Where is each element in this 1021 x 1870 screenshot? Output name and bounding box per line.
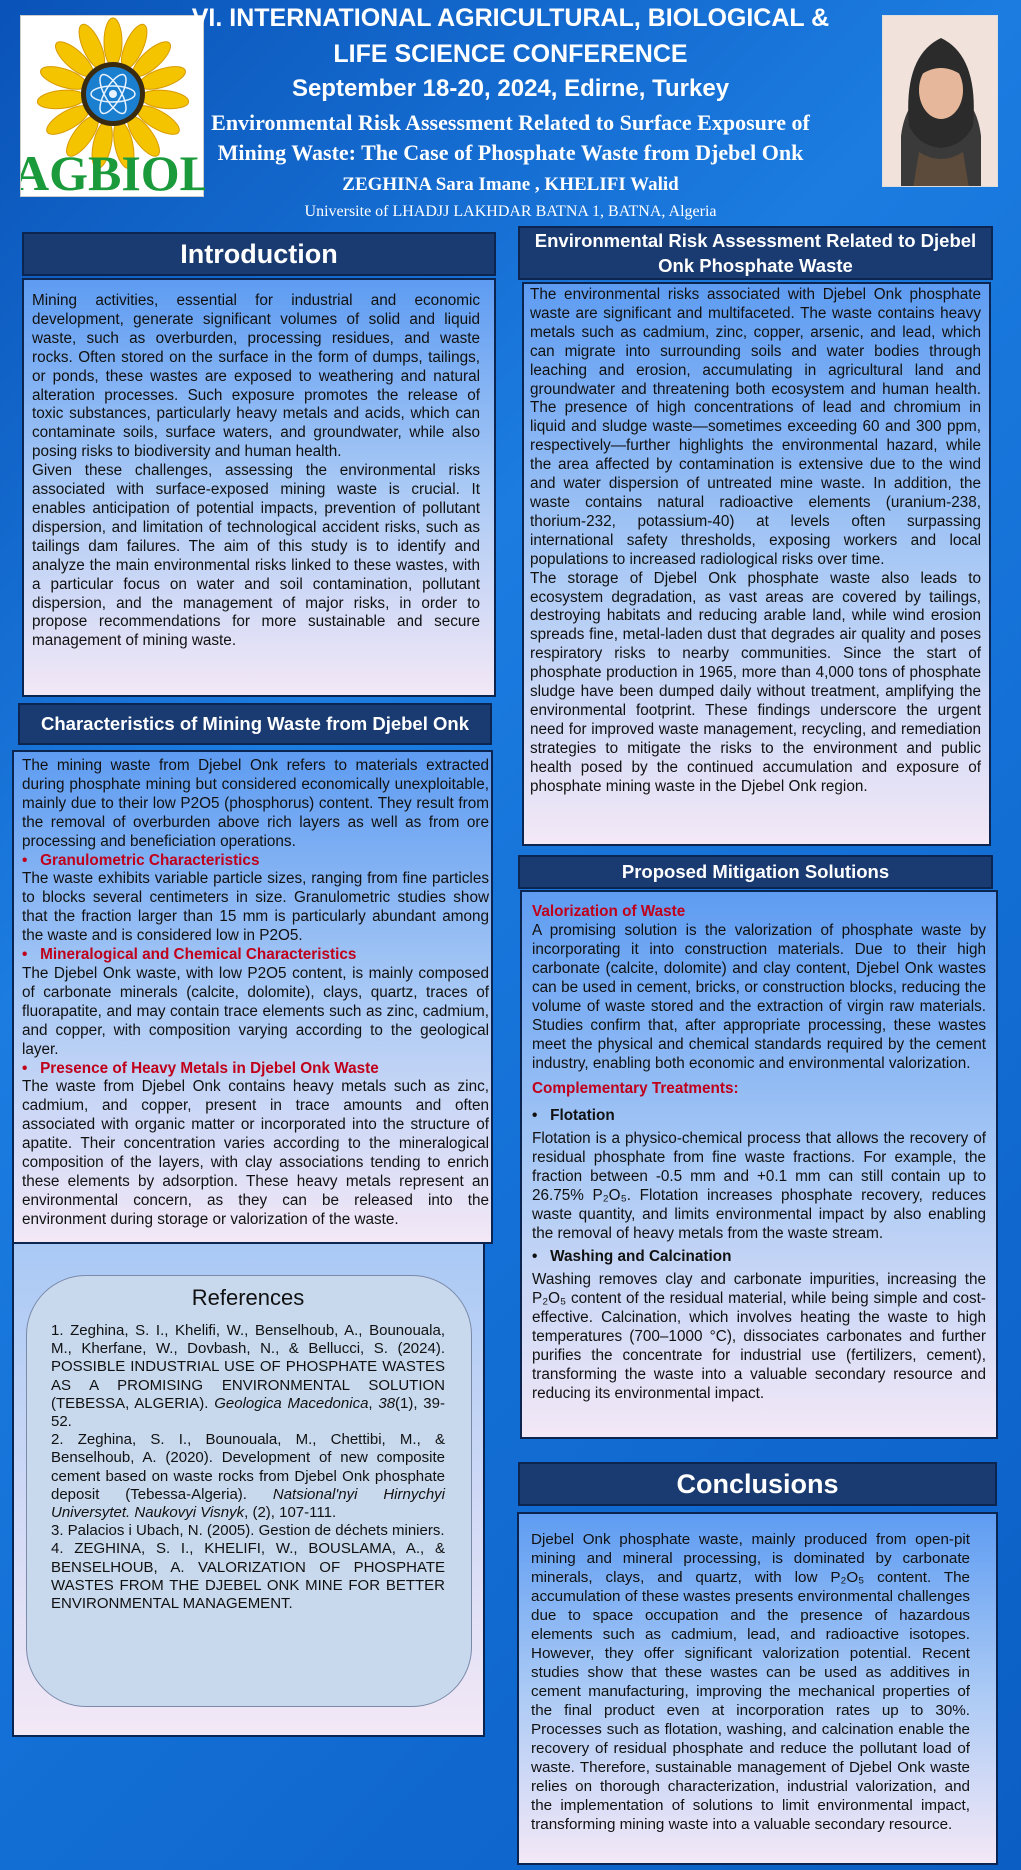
- washing-text: Washing removes clay and carbonate impurities, increasing the P₂O₅ content of the residual material, while being simple and cost-effective. Calcination, which involves heating the waste to high temperatures (700–1000 °C), dissociates carbonates and further purifies the concentrate for industrial use (fertilizers, cement), transforming the waste into a valuable secondary resource and reducing its environmental impact.: [532, 1271, 986, 1402]
- risk-panel: [522, 282, 991, 846]
- references-title: References: [191, 1285, 305, 1310]
- conference-title-line1: VI. INTERNATIONAL AGRICULTURAL, BIOLOGICAL &: [191, 4, 830, 32]
- valorization-heading: Valorization of Waste: [532, 903, 686, 920]
- risk-paragraph-1: The environmental risks associated with Djebel Onk phosphate waste are significant and multifaceted. The waste contains heavy metals such as cadmium, zinc, copper, arsenic, and lead, which can migrate into surrounding soils and water bodies through leaching and erosion, accumulating in agricultural land and groundwater and threatening both ecosystem and human health. The presence of high concentrations of lead and chromium in liquid and sludge waste—sometimes exceeding 60 and 300 ppm, respectively—further highlights the environmental hazard, while the area affected by contamination is extensive due to the wind and water dispersion of untreated mine waste. In addition, the waste contains natural radioactive elements (uranium-238, thorium-232, potassium-40) at levels often surpassing international safety thresholds, exposing workers and local populations to increased radiological risks over time.: [530, 286, 981, 568]
- conclusions-text: Djebel Onk phosphate waste, mainly produced from open-pit mining and mineral processing, is dominated by carbonate minerals, clays, and quartz, with low P₂O₅ content. The accumulation of these wastes presents environmental challenges due to space occupation and the presence of hazardous elements such as cadmium, lead, and radioactive isotopes. However, they offer significant valorization potential. Recent studies show that these wastes can be used as additives in cement manufacturing, improving the mechanical properties of the final product even at incorporation rates up to 30%. Processes such as flotation, washing, and calcination enable the recovery of residual phosphate and reduce the pollutant load of waste. Therefore, sustainable management of Djebel Onk waste relies on thorough characterization, industrial valorization, and the implementation of solutions to limit environmental impact, transforming mining waste into a valuable secondary resource.: [531, 1531, 970, 1833]
- reference-1: 1. Zeghina, S. I., Khelifi, W., Benselhoub, A., Bounouala, M., Kherfane, W., Dovbash, N., & Bellucci, S. (2024). POSSIBLE INDUSTRIAL USE OF PHOSPHATE WASTES AS A PROMISING ENVIRONMENTAL SOLUTION (TEBESSA, ALGERIA). Geologica Macedonica, 38(1), 39-52.: [51, 1322, 445, 1431]
- characteristics-heading: Characteristics of Mining Waste from Djebel Onk: [18, 703, 492, 745]
- risk-paragraph-2: The storage of Djebel Onk phosphate waste also leads to ecosystem degradation, as vast areas are covered by tailings, destroying habitats and reducing arable land, while wind erosion spreads fine, metal-laden dust that degrades air quality and poses respiratory risks to nearby communities. Since the start of phosphate production in 1965, more than 4,000 tons of phosphate sludge have been dumped daily without treatment, amplifying the environmental footprint. These findings underscore the urgent need for improved waste management, recycling, and remediation strategies to mitigate the risks to the environment and public health posed by the continued accumulation and exposure of phosphate mining waste in the Djebel Onk region.: [530, 569, 981, 795]
- introduction-panel: [22, 278, 496, 697]
- conclusions-heading: Conclusions: [518, 1462, 997, 1506]
- affiliation: Universite of LHADJJ LAKHDAR BATNA 1, BATNA, Algeria: [304, 203, 717, 220]
- mitigation-heading: Proposed Mitigation Solutions: [518, 855, 993, 889]
- conclusions-panel: [517, 1512, 998, 1865]
- granulometric-text: The waste exhibits variable particle sizes, ranging from fine particles to blocks several centimeters in size. Granulometric studies show that the fraction larger than 15 mm is particularly abundant among the waste and is considered low in P2O5.: [22, 870, 489, 945]
- person-portrait-icon: [883, 16, 998, 187]
- authors: ZEGHINA Sara Imane , KHELIFI Walid: [342, 174, 679, 195]
- flotation-text: Flotation is a physico-chemical process that allows the recovery of residual phosphate from fine waste fractions. For example, the fraction between -0.5 mm and +0.1 mm can still contain up to 26.75% P₂O₅. Flotation increases phosphate recovery, reduces waste quantity, and limits environmental impact by also enabling the removal of heavy metals from the waste stream.: [532, 1130, 986, 1242]
- mineralogical-text: The Djebel Onk waste, with low P2O5 content, is mainly composed of carbonate minerals (calcite, dolomite), clays, quartz, traces of fluorapatite, and may contain trace elements such as zinc, cadmium, and copper, with composition varying according to the geological layer.: [22, 964, 489, 1058]
- introduction-heading: Introduction: [22, 232, 496, 276]
- paper-title-line2: Mining Waste: The Case of Phosphate Waste from Djebel Onk: [217, 140, 804, 165]
- reference-4: 4. ZEGHINA, S. I., KHELIFI, W., BOUSLAMA, A., & BENSELHOUB, A. VALORIZATION OF PHOSPHATE WASTES FROM THE DJEBEL ONK MINE FOR BETTER ENVIRONMENTAL MANAGEMENT.: [51, 1540, 445, 1613]
- paper-title-line1: Environmental Risk Assessment Related to Surface Exposure of: [211, 110, 810, 135]
- valorization-text: A promising solution is the valorization of phosphate waste by incorporating it into construction materials. Due to their high carbonate (calcite, dolomite) and clay content, Djebel Onk wastes can be used in cement, bricks, or construction blocks, reducing the volume of waste stored and the extraction of virgin raw materials. Studies confirm that, after appropriate processing, these wastes meet the physical and chemical standards required by the cement industry, enabling both economic and environmental valorization.: [532, 922, 986, 1072]
- mitigation-panel: [520, 890, 998, 1439]
- conference-title-line2: LIFE SCIENCE CONFERENCE: [333, 40, 688, 68]
- washing-heading: • Washing and Calcination: [532, 1248, 732, 1265]
- characteristics-intro: The mining waste from Djebel Onk refers to materials extracted during phosphate mining but considered economically unexploitable, mainly due to their low P2O5 (phosphorus) content. They result from the removal of overburden above rich layers as well as from ore processing and beneficiation operations.: [22, 757, 489, 850]
- complementary-heading: Complementary Treatments:: [532, 1080, 739, 1097]
- characteristics-panel: [12, 750, 493, 1244]
- introduction-paragraph-1: Mining activities, essential for industrial and economic development, generate significant volumes of solid and liquid waste, such as overburden, processing residues, and waste rocks. Often stored on the surface in the form of dumps, tailings, or ponds, these wastes are exposed to weathering and natural alteration processes. Such exposure promotes the release of toxic substances, particularly heavy metals and acids, which can contaminate soils, surface waters, and groundwater, while also posing risks to biodiversity and human health.: [32, 292, 480, 461]
- conference-date: September 18-20, 2024, Edirne, Turkey: [291, 75, 730, 102]
- references-box: [26, 1275, 472, 1707]
- mineralogical-heading: • Mineralogical and Chemical Characteristics: [22, 946, 357, 964]
- granulometric-heading: • Granulometric Characteristics: [22, 851, 260, 869]
- heavy-metals-heading: • Presence of Heavy Metals in Djebel Onk Waste: [22, 1059, 379, 1077]
- reference-2: 2. Zeghina, S. I., Bounouala, M., Chettibi, M., & Benselhoub, A. (2020). Development of new composite cement based on waste rocks from Djebel Onk phosphate deposit (Tebessa-Algeria). Natsional'nyi Hirnychyi Universytet. Naukovyi Visnyk, (2), 107-111.: [51, 1431, 445, 1522]
- author-photo: [882, 15, 998, 187]
- svg-text:AGBIOL: AGBIOL: [21, 145, 205, 198]
- flotation-heading: • Flotation: [532, 1107, 615, 1124]
- introduction-paragraph-2: Given these challenges, assessing the environmental risks associated with surface-exposed mining waste is crucial. It enables anticipation of potential impacts, prevention of pollutant dispersion, and limitation of technological accident risks, such as tailings dam failures. The aim of this study is to identify and analyze the main environmental risks linked to these wastes, with a particular focus on water and soil contamination, pollutant dispersion, and the management of major risks, in order to propose recommendations for more sustainable and secure management of mining waste.: [32, 462, 480, 650]
- heavy-metals-text: The waste from Djebel Onk contains heavy metals such as zinc, cadmium, and copper, present in trace amounts and often associated with organic matter or incorporated into the structure of apatite. Their concentration varies according to the mineralogical composition of the layers, with clay associations tending to enrich these elements by adsorption. These heavy metals represent an environmental concern, as they can be released into the environment during storage or valorization of the waste.: [22, 1078, 489, 1228]
- risk-heading: Environmental Risk Assessment Related to Djebel Onk Phosphate Waste: [518, 226, 993, 280]
- reference-3: 3. Palacios i Ubach, N. (2005). Gestion de déchets miniers.: [51, 1522, 445, 1540]
